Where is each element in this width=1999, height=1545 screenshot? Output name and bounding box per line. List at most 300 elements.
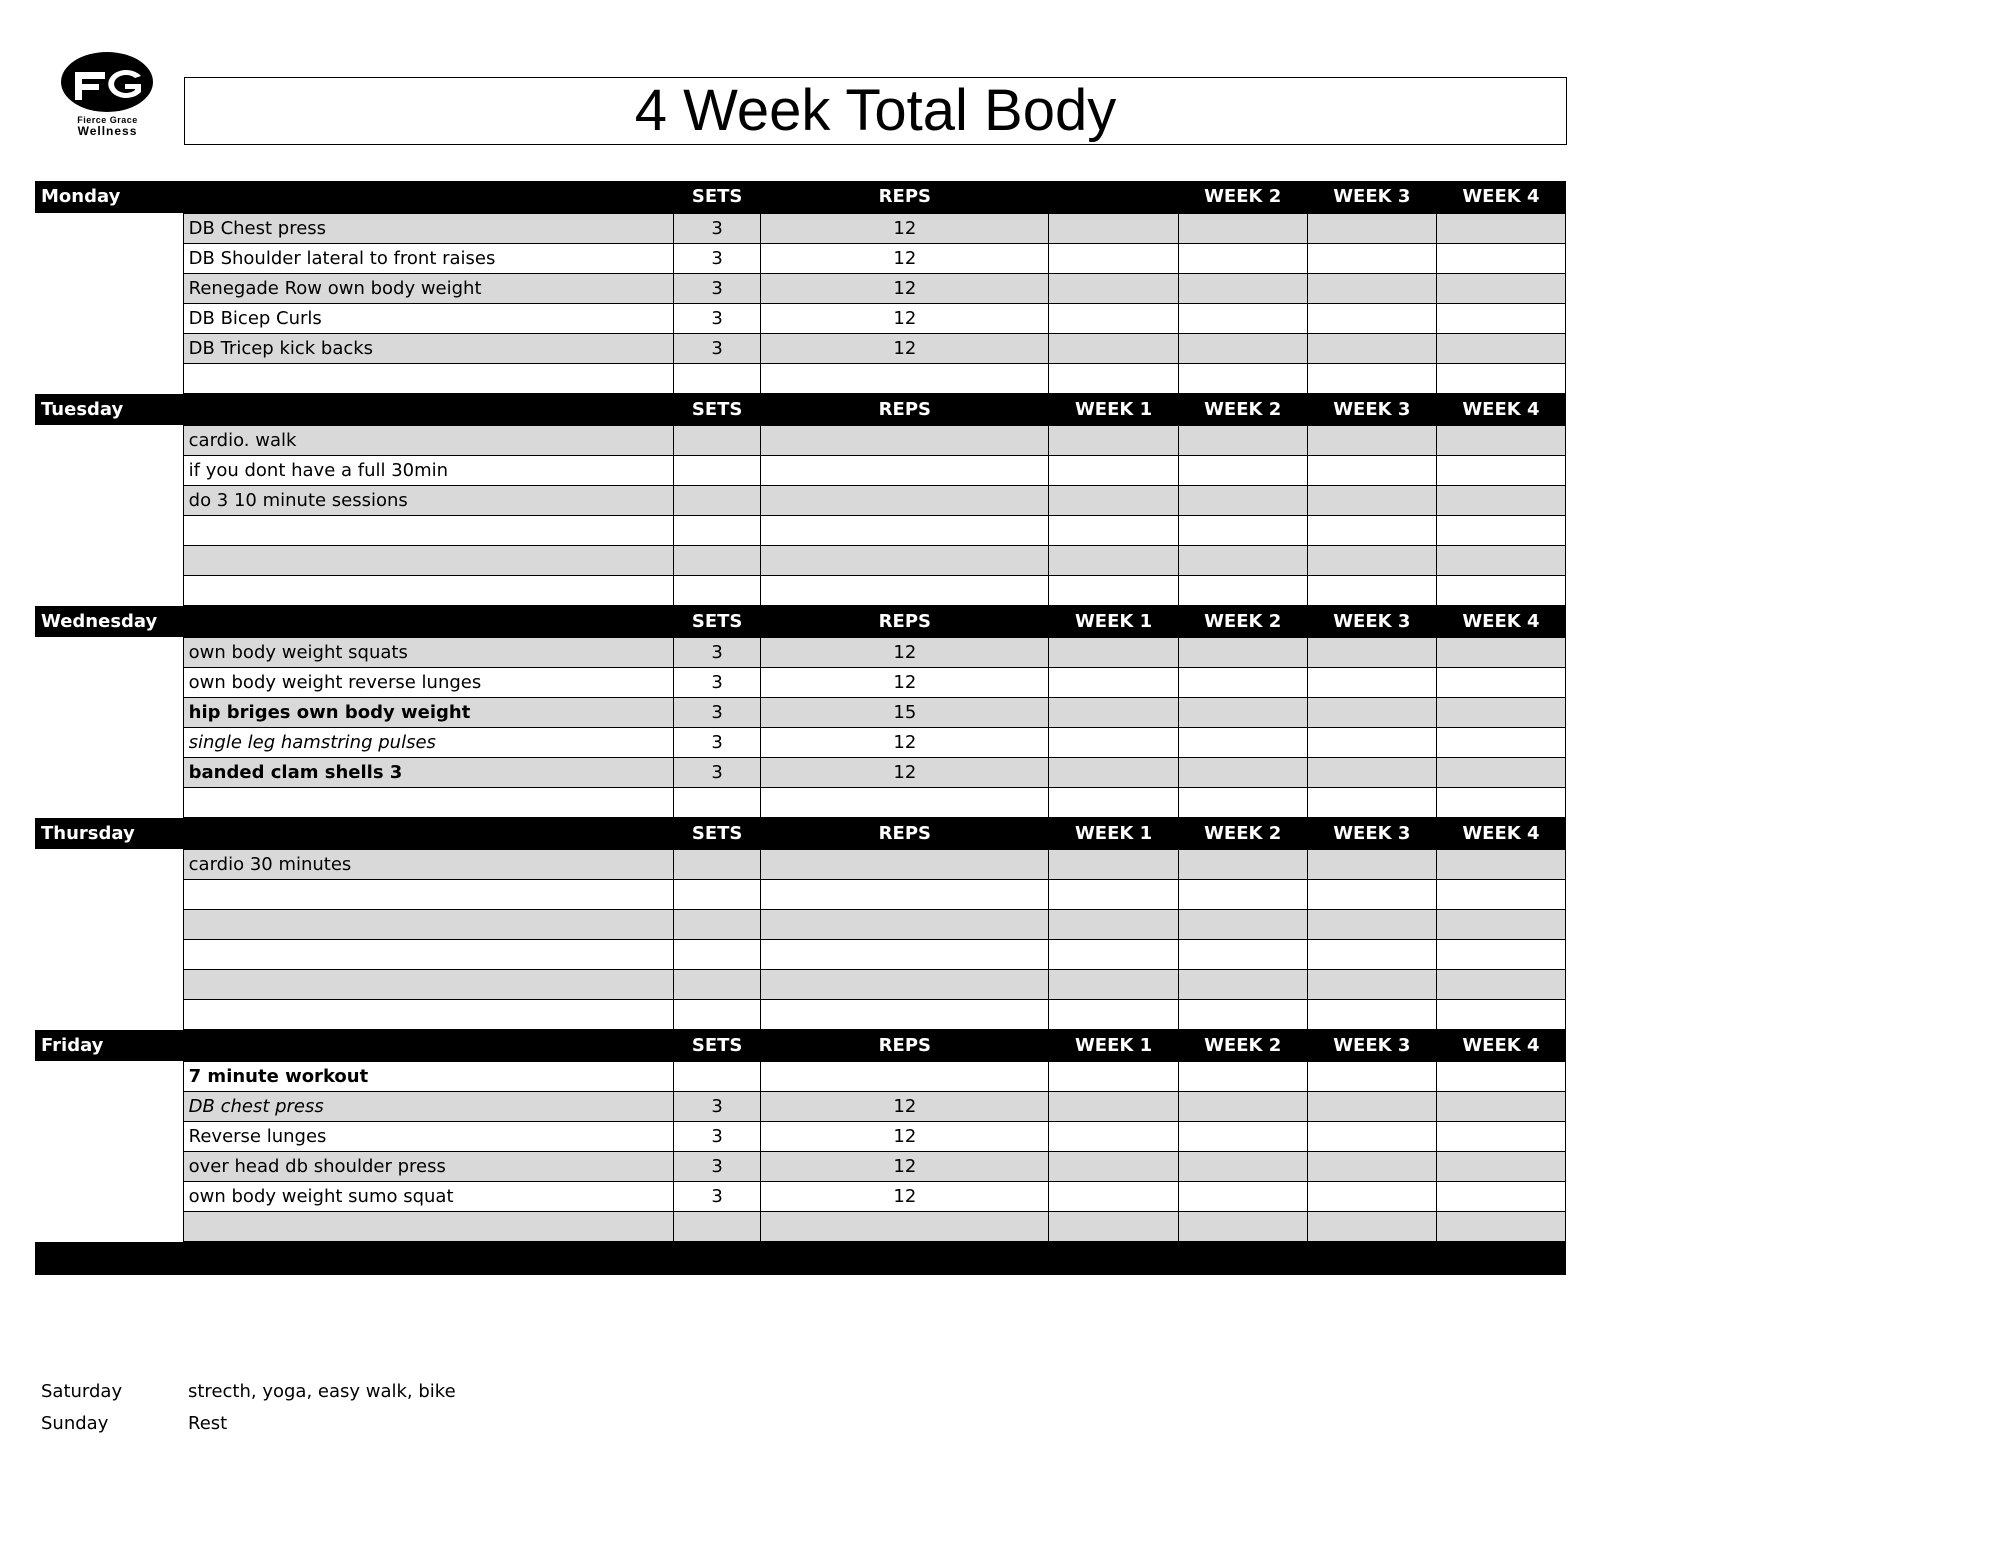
sets-value: 3 (674, 243, 761, 273)
reps-value: 12 (761, 1091, 1049, 1121)
sets-value (674, 515, 761, 545)
week-log-cell[interactable] (1307, 1181, 1436, 1211)
week-log-cell[interactable] (1178, 333, 1307, 363)
exercise-name (183, 545, 673, 575)
week-log-cell[interactable] (1436, 1181, 1565, 1211)
reps-value (761, 425, 1049, 455)
exercise-name (183, 575, 673, 605)
exercise-row (35, 879, 1566, 909)
row-spacer (35, 1181, 183, 1211)
week-log-cell[interactable] (1049, 1091, 1178, 1121)
column-header: WEEK 1 (1049, 817, 1178, 849)
week-log-cell[interactable] (1436, 697, 1565, 727)
exercise-name (183, 939, 673, 969)
week-log-cell[interactable] (1307, 727, 1436, 757)
reps-value (761, 1211, 1049, 1241)
exercise-row (35, 939, 1566, 969)
column-header: WEEK 1 (1049, 393, 1178, 425)
week-log-cell[interactable] (1178, 303, 1307, 333)
week-log-cell[interactable] (1307, 939, 1436, 969)
reps-value: 12 (761, 273, 1049, 303)
week-log-cell[interactable] (1178, 757, 1307, 787)
row-spacer (35, 1151, 183, 1181)
week-log-cell[interactable] (1307, 545, 1436, 575)
exercise-row (35, 575, 1566, 605)
reps-value: 15 (761, 697, 1049, 727)
week-log-cell[interactable] (1049, 455, 1178, 485)
sets-value (674, 849, 761, 879)
week-log-cell[interactable] (1049, 363, 1178, 393)
exercise-row (35, 1091, 1566, 1121)
week-log-cell[interactable] (1436, 575, 1565, 605)
week-log-cell[interactable] (1049, 303, 1178, 333)
week-log-cell[interactable] (1436, 515, 1565, 545)
sets-value: 3 (674, 757, 761, 787)
week-log-cell[interactable] (1307, 1211, 1436, 1241)
reps-value: 12 (761, 1181, 1049, 1211)
week-log-cell[interactable] (1307, 425, 1436, 455)
logo-brand-line-1: Fierce Grace (77, 115, 138, 125)
week-log-cell[interactable] (1436, 213, 1565, 243)
week-log-cell[interactable] (1049, 575, 1178, 605)
week-log-cell[interactable] (1049, 909, 1178, 939)
sets-value (674, 939, 761, 969)
week-log-cell[interactable] (1307, 1121, 1436, 1151)
reps-value: 12 (761, 243, 1049, 273)
exercise-row (35, 697, 1566, 727)
reps-value (761, 545, 1049, 575)
row-spacer (35, 425, 183, 455)
week-log-cell[interactable] (1049, 333, 1178, 363)
exercise-row (35, 545, 1566, 575)
row-spacer (35, 1091, 183, 1121)
exercise-name: DB chest press (183, 1091, 673, 1121)
week-log-cell[interactable] (1436, 273, 1565, 303)
weekend-day: Saturday (41, 1380, 123, 1402)
day-name: Monday (35, 181, 674, 213)
exercise-row (35, 425, 1566, 455)
reps-value: 12 (761, 303, 1049, 333)
week-log-cell[interactable] (1049, 1211, 1178, 1241)
column-header: WEEK 2 (1178, 1029, 1307, 1061)
week-log-cell[interactable] (1178, 969, 1307, 999)
week-log-cell[interactable] (1178, 637, 1307, 667)
exercise-name: cardio. walk (183, 425, 673, 455)
day-name: Thursday (35, 817, 674, 849)
week-log-cell[interactable] (1307, 849, 1436, 879)
week-log-cell[interactable] (1307, 363, 1436, 393)
sets-value (674, 1211, 761, 1241)
sets-value (674, 575, 761, 605)
exercise-row (35, 999, 1566, 1029)
row-spacer (35, 1061, 183, 1091)
week-log-cell[interactable] (1436, 545, 1565, 575)
week-log-cell[interactable] (1436, 243, 1565, 273)
column-header: SETS (674, 1029, 761, 1061)
reps-value: 12 (761, 1151, 1049, 1181)
exercise-name: own body weight sumo squat (183, 1181, 673, 1211)
sets-value: 3 (674, 213, 761, 243)
reps-value (761, 455, 1049, 485)
week-log-cell[interactable] (1307, 999, 1436, 1029)
week-log-cell[interactable] (1307, 757, 1436, 787)
column-header: WEEK 4 (1436, 817, 1565, 849)
sets-value (674, 909, 761, 939)
week-log-cell[interactable] (1178, 363, 1307, 393)
week-log-cell[interactable] (1307, 637, 1436, 667)
week-log-cell[interactable] (1178, 485, 1307, 515)
sets-value (674, 485, 761, 515)
row-spacer (35, 515, 183, 545)
week-log-cell[interactable] (1049, 515, 1178, 545)
exercise-name: 7 minute workout (183, 1061, 673, 1091)
sets-value: 3 (674, 667, 761, 697)
day-header-row (35, 181, 1566, 213)
column-header: WEEK 3 (1307, 817, 1436, 849)
week-log-cell[interactable] (1049, 1121, 1178, 1151)
exercise-name: Renegade Row own body weight (183, 273, 673, 303)
exercise-name: banded clam shells 3 (183, 757, 673, 787)
week-log-cell[interactable] (1178, 455, 1307, 485)
exercise-row (35, 909, 1566, 939)
week-log-cell[interactable] (1178, 243, 1307, 273)
exercise-name: if you dont have a full 30min (183, 455, 673, 485)
exercise-name: own body weight reverse lunges (183, 667, 673, 697)
exercise-row (35, 363, 1566, 393)
week-log-cell[interactable] (1307, 969, 1436, 999)
row-spacer (35, 303, 183, 333)
week-log-cell[interactable] (1307, 243, 1436, 273)
weekend-activity: Rest (188, 1412, 228, 1434)
exercise-row (35, 849, 1566, 879)
week-log-cell[interactable] (1049, 243, 1178, 273)
week-log-cell[interactable] (1049, 545, 1178, 575)
week-log-cell[interactable] (1049, 1151, 1178, 1181)
reps-value (761, 909, 1049, 939)
sets-value: 3 (674, 1091, 761, 1121)
week-log-cell[interactable] (1307, 213, 1436, 243)
week-log-cell[interactable] (1307, 909, 1436, 939)
table-footer-bar (35, 1241, 1566, 1275)
row-spacer (35, 455, 183, 485)
week-log-cell[interactable] (1436, 1121, 1565, 1151)
week-log-cell[interactable] (1049, 637, 1178, 667)
week-log-cell[interactable] (1178, 213, 1307, 243)
week-log-cell[interactable] (1436, 333, 1565, 363)
row-spacer (35, 969, 183, 999)
page-title: 4 Week Total Body (634, 78, 1117, 143)
week-log-cell[interactable] (1436, 455, 1565, 485)
exercise-row (35, 213, 1566, 243)
week-log-cell[interactable] (1049, 849, 1178, 879)
reps-value (761, 849, 1049, 879)
exercise-row (35, 273, 1566, 303)
column-header: WEEK 2 (1178, 393, 1307, 425)
week-log-cell[interactable] (1178, 515, 1307, 545)
weekend-row (35, 1407, 456, 1439)
week-log-cell[interactable] (1178, 1061, 1307, 1091)
week-log-cell[interactable] (1049, 757, 1178, 787)
column-header: REPS (761, 393, 1049, 425)
sets-value (674, 999, 761, 1029)
exercise-row (35, 1121, 1566, 1151)
week-log-cell[interactable] (1436, 303, 1565, 333)
day-header-row (35, 1029, 1566, 1061)
sets-value (674, 363, 761, 393)
row-spacer (35, 273, 183, 303)
day-name: Friday (35, 1029, 674, 1061)
week-log-cell[interactable] (1436, 1091, 1565, 1121)
sets-value (674, 969, 761, 999)
row-spacer (35, 879, 183, 909)
week-log-cell[interactable] (1436, 909, 1565, 939)
weekend-row (35, 1375, 456, 1407)
week-log-cell[interactable] (1436, 637, 1565, 667)
title-box (184, 77, 1567, 145)
week-log-cell[interactable] (1307, 1151, 1436, 1181)
exercise-name: DB Bicep Curls (183, 303, 673, 333)
row-spacer (35, 909, 183, 939)
sets-value: 3 (674, 727, 761, 757)
column-header: WEEK 3 (1307, 393, 1436, 425)
week-log-cell[interactable] (1049, 939, 1178, 969)
reps-value: 12 (761, 667, 1049, 697)
week-log-cell[interactable] (1178, 849, 1307, 879)
week-log-cell[interactable] (1178, 909, 1307, 939)
reps-value (761, 575, 1049, 605)
week-log-cell[interactable] (1307, 303, 1436, 333)
exercise-row (35, 485, 1566, 515)
week-log-cell[interactable] (1307, 879, 1436, 909)
exercise-name (183, 969, 673, 999)
week-log-cell[interactable] (1178, 697, 1307, 727)
exercise-row (35, 243, 1566, 273)
exercise-row (35, 787, 1566, 817)
week-log-cell[interactable] (1436, 849, 1565, 879)
sets-value (674, 455, 761, 485)
week-log-cell[interactable] (1436, 939, 1565, 969)
exercise-name: DB Chest press (183, 213, 673, 243)
week-log-cell[interactable] (1307, 273, 1436, 303)
column-header: WEEK 2 (1178, 605, 1307, 637)
week-log-cell[interactable] (1178, 575, 1307, 605)
week-log-cell[interactable] (1436, 757, 1565, 787)
week-log-cell[interactable] (1307, 667, 1436, 697)
week-log-cell[interactable] (1178, 787, 1307, 817)
week-log-cell[interactable] (1049, 787, 1178, 817)
reps-value (761, 363, 1049, 393)
week-log-cell[interactable] (1049, 1061, 1178, 1091)
exercise-name (183, 1211, 673, 1241)
week-log-cell[interactable] (1436, 1061, 1565, 1091)
reps-value (761, 879, 1049, 909)
week-log-cell[interactable] (1178, 879, 1307, 909)
week-log-cell[interactable] (1178, 425, 1307, 455)
exercise-row (35, 757, 1566, 787)
week-log-cell[interactable] (1178, 727, 1307, 757)
exercise-name: hip briges own body weight (183, 697, 673, 727)
column-header: SETS (674, 605, 761, 637)
day-header-row (35, 393, 1566, 425)
column-header: WEEK 2 (1178, 817, 1307, 849)
column-header: WEEK 4 (1436, 1029, 1565, 1061)
week-log-cell[interactable] (1436, 363, 1565, 393)
exercise-row (35, 637, 1566, 667)
sets-value: 3 (674, 1181, 761, 1211)
week-log-cell[interactable] (1049, 1181, 1178, 1211)
column-header: REPS (761, 1029, 1049, 1061)
column-header: SETS (674, 181, 761, 213)
reps-value: 12 (761, 333, 1049, 363)
exercise-name: Reverse lunges (183, 1121, 673, 1151)
exercise-name: single leg hamstring pulses (183, 727, 673, 757)
exercise-row (35, 969, 1566, 999)
sets-value (674, 545, 761, 575)
reps-value: 12 (761, 757, 1049, 787)
week-log-cell[interactable] (1307, 485, 1436, 515)
reps-value (761, 939, 1049, 969)
week-log-cell[interactable] (1049, 213, 1178, 243)
week-log-cell[interactable] (1178, 999, 1307, 1029)
week-log-cell[interactable] (1178, 1091, 1307, 1121)
exercise-row (35, 1061, 1566, 1091)
reps-value (761, 787, 1049, 817)
row-spacer (35, 667, 183, 697)
week-log-cell[interactable] (1049, 879, 1178, 909)
week-log-cell[interactable] (1436, 879, 1565, 909)
week-log-cell[interactable] (1049, 485, 1178, 515)
row-spacer (35, 787, 183, 817)
row-spacer (35, 1211, 183, 1241)
row-spacer (35, 333, 183, 363)
exercise-name: do 3 10 minute sessions (183, 485, 673, 515)
day-name: Wednesday (35, 605, 674, 637)
week-log-cell[interactable] (1049, 969, 1178, 999)
week-log-cell[interactable] (1436, 727, 1565, 757)
week-log-cell[interactable] (1178, 1121, 1307, 1151)
row-spacer (35, 1121, 183, 1151)
exercise-row (35, 333, 1566, 363)
week-log-cell[interactable] (1307, 575, 1436, 605)
week-log-cell[interactable] (1436, 485, 1565, 515)
column-header: WEEK 3 (1307, 605, 1436, 637)
fg-logo-icon (55, 48, 160, 116)
column-header: REPS (761, 605, 1049, 637)
exercise-name: over head db shoulder press (183, 1151, 673, 1181)
row-spacer (35, 637, 183, 667)
week-log-cell[interactable] (1307, 1091, 1436, 1121)
week-log-cell[interactable] (1307, 787, 1436, 817)
day-name: Tuesday (35, 393, 674, 425)
week-log-cell[interactable] (1178, 1151, 1307, 1181)
row-spacer (35, 485, 183, 515)
exercise-row (35, 1151, 1566, 1181)
week-log-cell[interactable] (1049, 697, 1178, 727)
reps-value: 12 (761, 637, 1049, 667)
column-header (1049, 181, 1178, 213)
week-log-cell[interactable] (1307, 333, 1436, 363)
exercise-row (35, 727, 1566, 757)
week-log-cell[interactable] (1436, 969, 1565, 999)
week-log-cell[interactable] (1178, 667, 1307, 697)
exercise-name: cardio 30 minutes (183, 849, 673, 879)
row-spacer (35, 939, 183, 969)
column-header: WEEK 3 (1307, 1029, 1436, 1061)
reps-value: 12 (761, 727, 1049, 757)
week-log-cell[interactable] (1436, 999, 1565, 1029)
week-log-cell[interactable] (1436, 787, 1565, 817)
sets-value: 3 (674, 303, 761, 333)
week-log-cell[interactable] (1307, 1061, 1436, 1091)
row-spacer (35, 575, 183, 605)
column-header: REPS (761, 181, 1049, 213)
weekend-day: Sunday (41, 1412, 109, 1434)
row-spacer (35, 697, 183, 727)
column-header: WEEK 1 (1049, 1029, 1178, 1061)
row-spacer (35, 757, 183, 787)
exercise-name (183, 515, 673, 545)
column-header: SETS (674, 393, 761, 425)
week-log-cell[interactable] (1307, 515, 1436, 545)
week-log-cell[interactable] (1178, 545, 1307, 575)
row-spacer (35, 727, 183, 757)
exercise-row (35, 1181, 1566, 1211)
exercise-name (183, 787, 673, 817)
exercise-row (35, 455, 1566, 485)
column-header: WEEK 1 (1049, 605, 1178, 637)
reps-value (761, 485, 1049, 515)
exercise-row (35, 1211, 1566, 1241)
exercise-row (35, 303, 1566, 333)
column-header: SETS (674, 817, 761, 849)
week-log-cell[interactable] (1436, 1211, 1565, 1241)
week-log-cell[interactable] (1436, 425, 1565, 455)
exercise-name (183, 879, 673, 909)
week-log-cell[interactable] (1049, 273, 1178, 303)
exercise-name (183, 363, 673, 393)
sets-value (674, 787, 761, 817)
exercise-name: DB Shoulder lateral to front raises (183, 243, 673, 273)
week-log-cell[interactable] (1436, 667, 1565, 697)
week-log-cell[interactable] (1307, 697, 1436, 727)
column-header: WEEK 2 (1178, 181, 1307, 213)
week-log-cell[interactable] (1307, 455, 1436, 485)
footer-bar-cell (35, 1241, 1566, 1275)
day-header-row (35, 605, 1566, 637)
week-log-cell[interactable] (1178, 939, 1307, 969)
row-spacer (35, 849, 183, 879)
sets-value: 3 (674, 273, 761, 303)
reps-value: 12 (761, 213, 1049, 243)
week-log-cell[interactable] (1049, 667, 1178, 697)
week-log-cell[interactable] (1178, 273, 1307, 303)
week-log-cell[interactable] (1436, 1151, 1565, 1181)
week-log-cell[interactable] (1049, 425, 1178, 455)
exercise-name (183, 909, 673, 939)
week-log-cell[interactable] (1049, 999, 1178, 1029)
reps-value (761, 515, 1049, 545)
week-log-cell[interactable] (1178, 1211, 1307, 1241)
sets-value: 3 (674, 333, 761, 363)
sets-value: 3 (674, 1121, 761, 1151)
reps-value (761, 1061, 1049, 1091)
week-log-cell[interactable] (1049, 727, 1178, 757)
row-spacer (35, 213, 183, 243)
sets-value (674, 879, 761, 909)
column-header: WEEK 4 (1436, 605, 1565, 637)
week-log-cell[interactable] (1178, 1181, 1307, 1211)
column-header: REPS (761, 817, 1049, 849)
